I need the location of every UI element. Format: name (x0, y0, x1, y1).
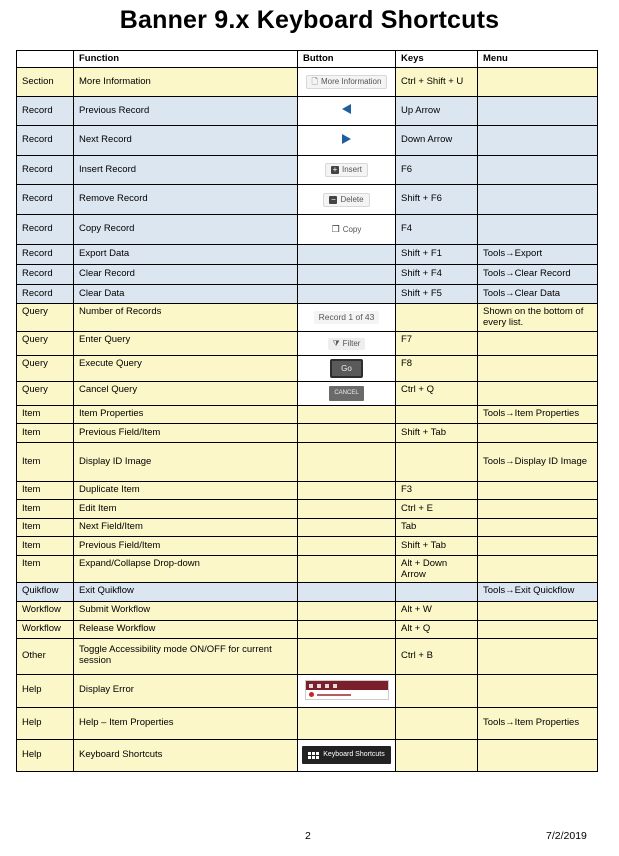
function-cell: Previous Field/Item (74, 424, 298, 443)
keys-cell (396, 674, 478, 707)
section-cell: Item (17, 519, 74, 537)
keys-cell: Tab (396, 519, 478, 537)
keys-cell: Down Arrow (396, 126, 478, 156)
function-cell: Submit Workflow (74, 601, 298, 620)
menu-cell: Tools→Clear Record (478, 265, 598, 285)
function-cell: Clear Record (74, 265, 298, 285)
table-row (17, 97, 598, 126)
button-cell (298, 332, 396, 356)
menu-cell (478, 500, 598, 519)
table-row (17, 500, 598, 519)
keys-cell: Shift + F6 (396, 185, 478, 215)
section-cell: Query (17, 332, 74, 356)
more-information-button[interactable] (306, 75, 388, 89)
page-title: Banner 9.x Keyboard Shortcuts (119, 6, 500, 34)
menu-cell: Tools→Exit Quickflow (478, 582, 598, 601)
section-cell: Section (17, 68, 74, 97)
section-cell: Item (17, 443, 74, 482)
menu-cell (478, 482, 598, 500)
keys-cell: Alt + W (396, 601, 478, 620)
menu-cell: Shown on the bottom of every list. (478, 304, 598, 332)
menu-cell (478, 638, 598, 674)
keys-cell (396, 582, 478, 601)
keys-cell: F3 (396, 482, 478, 500)
button-cell (298, 97, 396, 126)
button-cell (298, 406, 396, 424)
error-icon (309, 692, 314, 697)
button-cell (298, 265, 396, 285)
keys-cell: Alt + Q (396, 620, 478, 638)
delete-button[interactable] (323, 193, 369, 207)
function-cell: Previous Record (74, 97, 298, 126)
button-cell (298, 356, 396, 382)
button-cell (298, 185, 396, 215)
keys-cell (396, 739, 478, 771)
table-row (17, 519, 598, 537)
section-cell: Workflow (17, 620, 74, 638)
error-notification-image (305, 680, 389, 700)
function-cell: Item Properties (74, 406, 298, 424)
menu-cell (478, 382, 598, 406)
table-row (17, 215, 598, 245)
table-row (17, 382, 598, 406)
table-row (17, 126, 598, 156)
keys-cell (396, 443, 478, 482)
keys-cell: Shift + F1 (396, 245, 478, 265)
table-row (17, 185, 598, 215)
section-cell: Record (17, 265, 74, 285)
function-cell: Release Workflow (74, 620, 298, 638)
section-cell: Workflow (17, 601, 74, 620)
record-count-indicator (314, 311, 380, 324)
section-cell: Item (17, 406, 74, 424)
error-toolbar (306, 681, 388, 690)
keys-cell: F4 (396, 215, 478, 245)
page-number: 2 (305, 830, 311, 842)
function-cell: Edit Item (74, 500, 298, 519)
table-row (17, 638, 598, 674)
button-cell (298, 537, 396, 556)
previous-record-arrow-icon[interactable] (342, 104, 351, 114)
button-label: Record 1 of 43 (318, 312, 375, 323)
menu-cell: Tools→Clear Data (478, 285, 598, 304)
menu-cell (478, 739, 598, 771)
keys-cell: Shift + F4 (396, 265, 478, 285)
cancel-button[interactable] (329, 386, 363, 401)
table-header-row (17, 51, 598, 68)
menu-cell (478, 537, 598, 556)
section-cell: Record (17, 156, 74, 185)
button-cell (298, 443, 396, 482)
button-cell (298, 245, 396, 265)
table-row (17, 620, 598, 638)
function-cell: Next Record (74, 126, 298, 156)
filter-icon: ⧩ (332, 338, 340, 348)
menu-cell: Tools→Display ID Image (478, 443, 598, 482)
menu-cell (478, 424, 598, 443)
function-cell: Exit Quikflow (74, 582, 298, 601)
shortcuts-table (16, 50, 598, 772)
function-cell: Help – Item Properties (74, 707, 298, 739)
section-cell: Item (17, 500, 74, 519)
table-row (17, 601, 598, 620)
button-cell (298, 482, 396, 500)
table-row (17, 156, 598, 185)
button-cell (298, 620, 396, 638)
button-cell (298, 674, 396, 707)
button-label: Copy (342, 224, 362, 234)
function-cell: Insert Record (74, 156, 298, 185)
section-cell: Item (17, 424, 74, 443)
button-cell (298, 500, 396, 519)
section-cell: Query (17, 304, 74, 332)
section-cell: Item (17, 537, 74, 556)
section-cell: Quikflow (17, 582, 74, 601)
filter-button[interactable] (328, 338, 366, 350)
go-button[interactable] (330, 359, 363, 378)
table-row (17, 582, 598, 601)
table-row (17, 304, 598, 332)
section-cell: Item (17, 556, 74, 583)
keyboard-icon (308, 752, 319, 759)
button-cell (298, 126, 396, 156)
keys-cell (396, 304, 478, 332)
keys-cell: Shift + Tab (396, 537, 478, 556)
section-cell: Record (17, 245, 74, 265)
button-cell (298, 215, 396, 245)
button-cell (298, 582, 396, 601)
menu-cell (478, 185, 598, 215)
section-cell: Record (17, 285, 74, 304)
menu-cell (478, 674, 598, 707)
button-cell (298, 739, 396, 771)
button-cell (298, 638, 396, 674)
table-row (17, 424, 598, 443)
function-cell: Execute Query (74, 356, 298, 382)
button-cell (298, 707, 396, 739)
button-cell (298, 556, 396, 583)
keys-cell: Ctrl + B (396, 638, 478, 674)
menu-cell (478, 97, 598, 126)
function-cell: Keyboard Shortcuts (74, 739, 298, 771)
button-cell (298, 68, 396, 97)
function-cell: Enter Query (74, 332, 298, 356)
table-row (17, 332, 598, 356)
keys-cell: Shift + F5 (396, 285, 478, 304)
button-label: Filter (342, 338, 361, 348)
keys-cell (396, 707, 478, 739)
function-cell: Export Data (74, 245, 298, 265)
keys-cell: F6 (396, 156, 478, 185)
copy-button[interactable] (327, 223, 367, 236)
footer-date: 7/2/2019 (546, 830, 587, 842)
table-row (17, 245, 598, 265)
section-cell: Record (17, 215, 74, 245)
table-row (17, 68, 598, 97)
table-row (17, 482, 598, 500)
button-cell (298, 424, 396, 443)
function-cell: Duplicate Item (74, 482, 298, 500)
button-cell (298, 519, 396, 537)
menu-cell (478, 620, 598, 638)
keys-cell: Ctrl + E (396, 500, 478, 519)
insert-button[interactable] (325, 163, 368, 177)
section-cell: Help (17, 707, 74, 739)
keys-cell: Alt + Down Arrow (396, 556, 478, 583)
table-row (17, 537, 598, 556)
header-button: Button (298, 51, 396, 68)
section-cell: Item (17, 482, 74, 500)
function-cell: Toggle Accessibility mode ON/OFF for current session (74, 638, 298, 674)
table-row (17, 443, 598, 482)
button-label: Delete (340, 194, 364, 204)
keys-cell: Ctrl + Q (396, 382, 478, 406)
minus-icon: − (331, 194, 336, 204)
function-cell: Copy Record (74, 215, 298, 245)
copy-icon: ❐ (331, 224, 340, 234)
menu-cell (478, 601, 598, 620)
button-label: More Information (320, 77, 382, 86)
document-icon: 🗋 (311, 77, 318, 86)
button-label: Insert (341, 165, 362, 174)
button-label: CANCEL (334, 390, 359, 397)
button-cell (298, 382, 396, 406)
keys-cell: F7 (396, 332, 478, 356)
function-cell: More Information (74, 68, 298, 97)
header-keys: Keys (396, 51, 478, 68)
menu-cell: Tools→Export (478, 245, 598, 265)
menu-cell: Tools→Item Properties (478, 406, 598, 424)
keys-cell: Shift + Tab (396, 424, 478, 443)
keys-cell: F8 (396, 356, 478, 382)
menu-cell (478, 126, 598, 156)
section-cell: Query (17, 382, 74, 406)
function-cell: Cancel Query (74, 382, 298, 406)
menu-cell (478, 215, 598, 245)
section-cell: Help (17, 739, 74, 771)
button-cell (298, 156, 396, 185)
menu-cell (478, 156, 598, 185)
header-menu: Menu (478, 51, 598, 68)
button-label: Keyboard Shortcuts (323, 751, 385, 759)
menu-cell (478, 356, 598, 382)
function-cell: Next Field/Item (74, 519, 298, 537)
section-cell: Other (17, 638, 74, 674)
keys-cell: Ctrl + Shift + U (396, 68, 478, 97)
table-row (17, 406, 598, 424)
function-cell: Display ID Image (74, 443, 298, 482)
menu-cell (478, 556, 598, 583)
button-cell (298, 304, 396, 332)
table-row (17, 739, 598, 771)
header-section (17, 51, 74, 68)
keys-cell (396, 406, 478, 424)
button-cell (298, 285, 396, 304)
keyboard-shortcuts-button[interactable] (302, 746, 390, 764)
menu-cell: Tools→Item Properties (478, 707, 598, 739)
function-cell: Remove Record (74, 185, 298, 215)
error-message (306, 690, 388, 699)
table-body (17, 68, 598, 772)
table-row (17, 556, 598, 583)
table-row (17, 285, 598, 304)
menu-cell (478, 68, 598, 97)
function-cell: Expand/Collapse Drop-down (74, 556, 298, 583)
next-record-arrow-icon[interactable] (342, 134, 351, 144)
menu-cell (478, 519, 598, 537)
menu-cell (478, 332, 598, 356)
section-cell: Record (17, 126, 74, 156)
table-row (17, 674, 598, 707)
table-row (17, 707, 598, 739)
table-row (17, 265, 598, 285)
button-label: Go (341, 363, 352, 373)
section-cell: Query (17, 356, 74, 382)
function-cell: Clear Data (74, 285, 298, 304)
table-row (17, 356, 598, 382)
section-cell: Record (17, 185, 74, 215)
function-cell: Display Error (74, 674, 298, 707)
function-cell: Previous Field/Item (74, 537, 298, 556)
header-function: Function (74, 51, 298, 68)
keys-cell: Up Arrow (396, 97, 478, 126)
function-cell: Number of Records (74, 304, 298, 332)
plus-icon: + (332, 165, 338, 174)
button-cell (298, 601, 396, 620)
section-cell: Help (17, 674, 74, 707)
section-cell: Record (17, 97, 74, 126)
